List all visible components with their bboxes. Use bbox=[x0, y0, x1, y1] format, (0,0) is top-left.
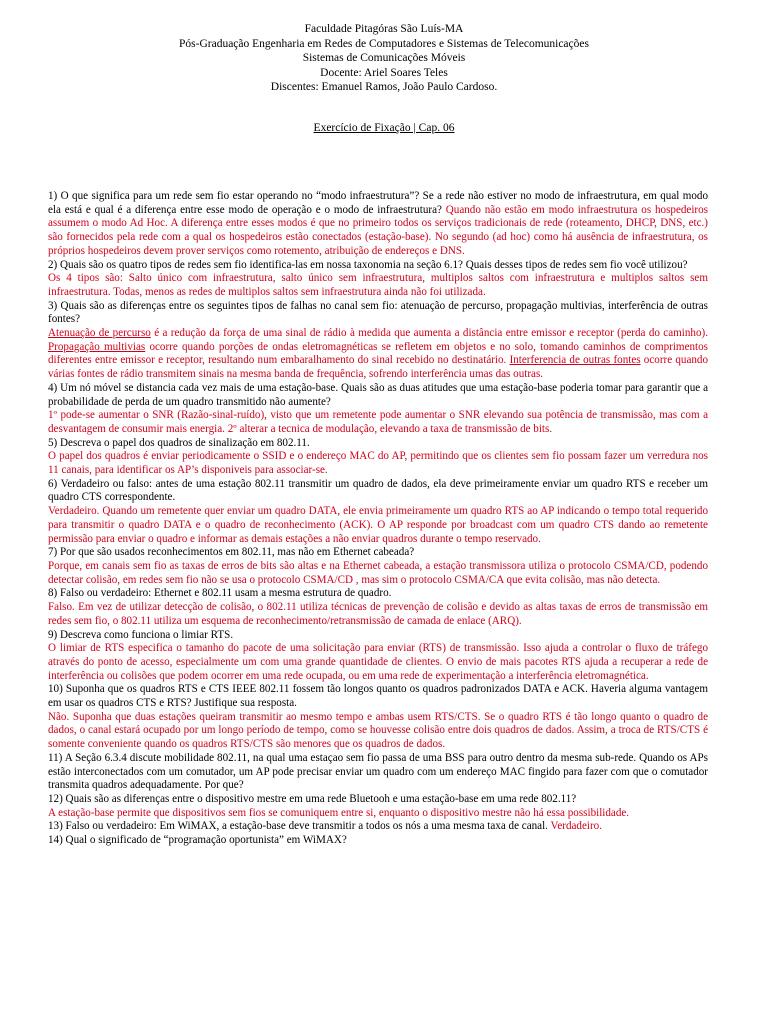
question-item-4: 4) Um nó móvel se distancia cada vez mais de uma estação-base. Quais são as duas atitudes que uma estação-base poderia tomar para garantir que a probabilidade de perda de um quadro transmitido não aumente? bbox=[48, 381, 708, 408]
question-item-5: 5) Descreva o papel dos quadros de sinalização em 802.11. bbox=[48, 436, 310, 449]
question-item-10: 10) Suponha que os quadros RTS e CTS IEEE 802.11 fossem tão longos quanto os quadros padronizados DATA e ACK. Haveria alguma vantagem em usar os quadros CTS e RTS? Justifique sua resposta. bbox=[48, 683, 708, 710]
exercise-title: Exercício de Fixação | Cap. 06 bbox=[313, 122, 455, 134]
answer-item-12: A estação-base permite que dispositivos sem fios se comuniquem entre si, enquanto o dispositivo mestre não há essa possibilidade. bbox=[48, 806, 630, 819]
term-interference: Interferencia de outras fontes bbox=[509, 354, 641, 367]
answer-text: Verdadeiro. bbox=[550, 820, 602, 833]
answer-item-10: Não. Suponha que duas estações queiram transmitir ao mesmo tempo e ambas usem RTS/CTS. Se o quadro RTS é tão longo quanto o quadro de dados, o canal estará ocupado por um longo período de tempo, como se houvesse colisão entre dois quadros de dados. Assim, a troca de RTS/CTS é somente conveniente quando os quadros RTS/CTS são menores que os quadros de dados. bbox=[48, 710, 708, 751]
exercise-body bbox=[48, 190, 708, 848]
answer-text: é a redução da força de uma sinal de rádio à medida que aumenta a distância entre emissor e receptor (perda do caminho). bbox=[150, 327, 708, 340]
answer-item-5: O papel dos quadros é enviar periodicamente o SSID e o endereço MAC do AP, permitindo que os clientes sem fio possam fazer um verredura nos 11 canais, para identificar os AP’s disponiveis para associar-se. bbox=[48, 450, 708, 477]
question-item-14: 14) Qual o significado de “programação oportunista” em WiMAX? bbox=[48, 834, 347, 847]
question-item-11: 11) A Seção 6.3.4 discute mobilidade 802.11, na qual uma estaçao sem fio passa de uma BSS para outro dentro da mesma sub-rede. Quando os APs estão interconectados com um comutador, um AP pode precisar enviar um quadro com um endereço MAC fingido para fazer com que o comutador transmita quadros adequadamente. Por que? bbox=[48, 751, 708, 792]
answer-item-7: Porque, em canais sem fio as taxas de erros de bits são altas e na Ethernet cabeada, a estação transmissora utiliza o protocolo CSMA/CD, podendo detectar colisão, em redes sem fio não se usa o protocolo CSMA/CD , mas sim o protocolo CSMA/CA que evita colisão, mas não detecta. bbox=[48, 559, 708, 586]
question-item-9: 9) Descreva como funciona o limiar RTS. bbox=[48, 628, 234, 641]
question-text: 1) O que significa para um rede sem fio estar operando no “modo infraestrutura”? Se a rede não estiver no modo de infraestrutura, em qual modo ela está e qual é a diferença entre esse modo de operação e o modo de infraestrutura? bbox=[48, 190, 708, 216]
question-item-13 bbox=[48, 820, 708, 834]
answer-item-8: Falso. Em vez de utilizar detecção de colisão, o 802.11 utiliza técnicas de prevenção de colisão e devido as altas taxas de erros de transmissão em redes sem fio, o 802.11 utiliza um esquema de reconhecimento/retransmissão de camada de enlace (ARQ). bbox=[48, 601, 708, 627]
question-item-2 bbox=[48, 259, 708, 273]
answer-item-3 bbox=[48, 327, 708, 382]
program-name: Pós-Graduação Engenharia em Redes de Computadores e Sistemas de Telecomunicações bbox=[179, 37, 589, 50]
question-item-1 bbox=[48, 190, 708, 259]
question-text: 13) Falso ou verdadeiro: Em WiMAX, a estação-base deve transmitir a todos os nós a uma mesma taxa de canal. bbox=[48, 820, 551, 833]
answer-text: ocorre quando porções de ondas eletromagnéticas se refletem em objetos e no solo, tomando caminhos de comprimentos diferentes entre emissor e receptor, resultando num embaralhamento do sinal recebido no destinatário. bbox=[48, 340, 708, 367]
answer-text: Quando não estão em modo infraestrutura os hospedeiros assumem o modo Ad Hoc. A diferença entre esses modos é que no primeiro todos os serviços tradicionais de rede (roteamento, DHCP, DNS, etc.) são fornecidos pela rede com a qual os hospedeiros estão conectados (estação-base). No segundo (ad hoc) como há ausência de infraestrutura, os próprios hospedeiros devem prover serviços como rotemento, atribuição de endereços e DNS. bbox=[48, 203, 708, 257]
answer-text: ocorre quando várias fontes de rádio transmitem sinais na mesma banda de frequência, sofrendo interferência umas das outras. bbox=[48, 354, 709, 381]
course-name: Sistemas de Comunicações Móveis bbox=[302, 52, 466, 64]
question-text: 3) Quais são as diferenças entre os seguintes tipos de falhas no canal sem fio: atenuação de percurso, propagação multivias, interferência de outras fontes? bbox=[48, 299, 708, 326]
question-item-8: 8) Falso ou verdadeiro: Ethernet e 802.11 usam a mesma estrutura de quadro. bbox=[48, 587, 392, 600]
question-item-7: 7) Por que são usados reconhecimentos em 802.11, mas não em Ethernet cabeada? bbox=[48, 546, 415, 559]
question-item-3 bbox=[48, 300, 708, 327]
institution-name: Faculdade Pitagóras São Luís-MA bbox=[304, 23, 464, 35]
student-names: Discentes: Emanuel Ramos, João Paulo Cardoso. bbox=[270, 81, 498, 93]
question-text: 2) Quais são os quatro tipos de redes sem fio identifica-las em nossa taxonomia na seção 6.1? Quais desses tipos de redes sem fio você utilizou? bbox=[48, 258, 688, 271]
document-header bbox=[0, 22, 768, 95]
question-item-12: 12) Quais são as diferenças entre o dispositivo mestre em uma rede Bluetooh e uma estação-base em uma rede 802.11? bbox=[48, 792, 577, 805]
teacher-name: Docente: Ariel Soares Teles bbox=[320, 66, 448, 79]
answer-item-2: Os 4 tipos são: Salto único com infraestrutura, salto único sem infraestrutura, multiplos saltos com infraestrutura e multiplos saltos sem infraestrutura. Todas, menos as redes de multiplos saltos sem infraestrutura ainda não foi utilizada. bbox=[48, 272, 708, 298]
answer-item-4: 1º pode-se aumentar o SNR (Razão-sinal-ruído), visto que um remetente pode aumentar o SNR elevando sua potência de transmissão, mas com a desvantagem de consumir mais energia. 2º alterar a tecnica de modulação, elevando a taxa de transmissão de bits. bbox=[48, 409, 708, 435]
answer-item-6: Verdadeiro. Quando um remetente quer enviar um quadro DATA, ele envia primeiramente um quadro RTS ao AP indicando o tempo total requerido para transmitir o quadro DATA e o quadro de reconhecimento (ACK). O AP responde por broadcast com um quadro CTS dando ao remetente permissão para enviar o quadro e informar as demais estações a não enviar quadros durante o tempo reservado. bbox=[48, 505, 708, 545]
term-path-loss: Atenuação de percurso bbox=[48, 327, 151, 340]
term-multipath: Propagação multivias bbox=[48, 340, 146, 353]
answer-item-9: O limiar de RTS especifica o tamanho do pacote de uma solicitação para enviar (RTS) de transmissão. Isso ajuda a controlar o fluxo de tráfego através do ponto de acesso, especialmente um com uma grande quantidade de clientes. O envio de mais pacotes RTS ajuda a recuperar a rede de interferência ou colisões que podem ocorrer em uma rede ocupada, ou em uma rede de experimentação a interferência eletromagnética. bbox=[48, 642, 708, 682]
question-item-6: 6) Verdadeiro ou falso: antes de uma estação 802.11 transmitir um quadro de dados, ela deve primeiramente enviar um quadro RTS e receber um quadro CTS correspondente. bbox=[48, 477, 708, 504]
